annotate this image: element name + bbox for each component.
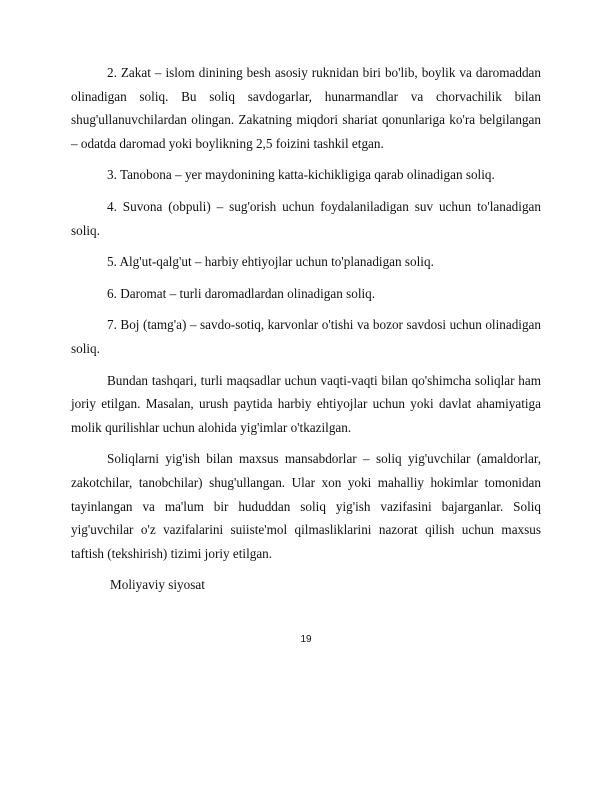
paragraph-suvona: 4. Suvona (obpuli) – sug'orish uchun foydalaniladigan suv uchun to'lanadigan soliq.	[71, 198, 541, 238]
paragraph-tax-collectors: Soliqlarni yig'ish bilan maxsus mansabdorlar – soliq yig'uvchilar (amaldorlar, zakotchilar, tanobchilar) shug'ullangan. Ular xon yoki mahalliy hokimlar tomonidan tayinlangan va ma'lum bir hududdan soliq yig'ish vazifasini bajarganlar. Soliq yig'uvchilar o'z vazifalarini suiiste'mol qilmasliklarini nazorat qilish uchun maxsus taftish (tekshirish) tizimi joriy etilgan.	[71, 451, 541, 561]
document-body	[71, 61, 541, 605]
paragraph-additional-taxes: Bundan tashqari, turli maqsadlar uchun vaqti-vaqti bilan qo'shimcha soliqlar ham joriy etilgan. Masalan, urush paytida harbiy ehtiyojlar uchun yoki davlat ahamiyatiga molik qurilishlar uchun alohida yig'imlar o'tkazilgan.	[71, 372, 541, 435]
page-number: 19	[300, 634, 312, 645]
paragraph-tanobona: 3. Tanobona – yer maydonining katta-kichikligiga qarab olinadigan soliq.	[107, 167, 495, 183]
paragraph-daromat: 6. Daromat – turli daromadlardan olinadigan soliq.	[107, 285, 376, 301]
paragraph-algut-qalgut: 5. Alg'ut-qalg'ut – harbiy ehtiyojlar uchun to'planadigan soliq.	[107, 254, 434, 270]
paragraph-zakat: 2. Zakat – islom dinining besh asosiy ruknidan biri bo'lib, boylik va daromaddan olinadigan soliq. Bu soliq savdogarlar, hunarmandlar va chorvachilik bilan shug'ullanuvchilardan olingan. Zakatning miqdori shariat qonunlariga ko'ra belgilangan – odatda daromad yoki boylikning 2,5 foizini tashkil etgan.	[71, 65, 541, 151]
section-heading: Moliyaviy siyosat	[110, 577, 205, 593]
paragraph-boj: 7. Boj (tamg'a) – savdo-sotiq, karvonlar o'tishi va bozor savdosi uchun olinadigan soliq.	[71, 317, 541, 356]
